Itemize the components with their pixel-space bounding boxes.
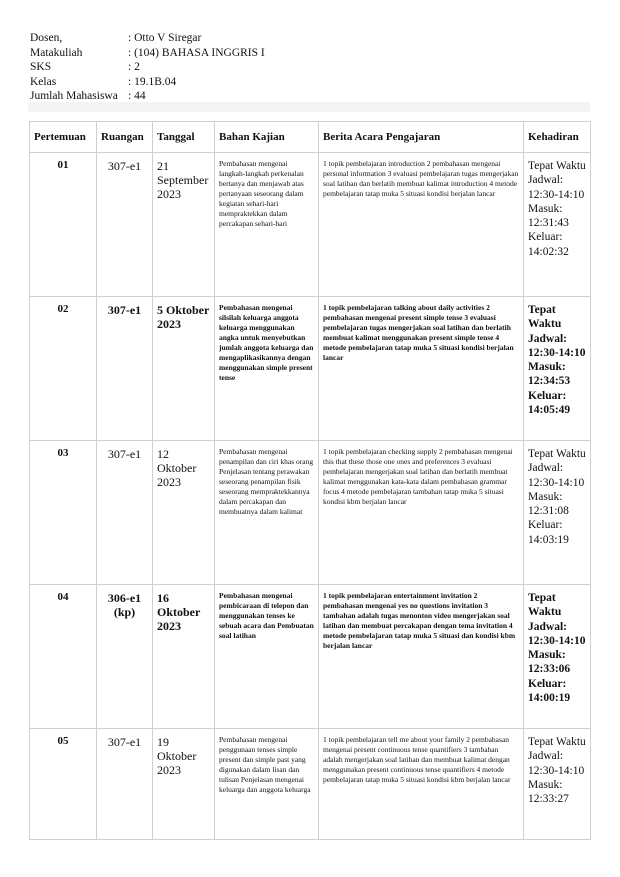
cell-pertemuan: 02 bbox=[30, 297, 97, 441]
col-header-pertemuan: Pertemuan bbox=[30, 122, 97, 153]
separator-band bbox=[28, 102, 590, 112]
cell-bahan-kajian: Pembahasan mengenai langkah-langkah perkenalan bertanya dan menjawab atas pertanyaan seseorang dalam kegiatan sehari-hari mempraktekkan dalam percakapan sehari-hari bbox=[215, 153, 319, 297]
table-row bbox=[30, 729, 591, 840]
jumlah-label: Jumlah Mahasiswa bbox=[30, 90, 118, 102]
cell-berita-acara: 1 topik pembelajaran entertainment invitation 2 pembahasan mengenai yes no questions invitation 3 tambahan adalah tugas menonton video mengerjakan soal latihan dan membuat percakapan dengan tema invitation 4 metode pembelajaran tatap muka 5 situasi dan kondisi kbm berjalan lancar bbox=[319, 585, 524, 729]
cell-berita-acara: 1 topik pembelajaran talking about daily activities 2 pembahasan mengenai present simple tense 3 evaluasi pembelajaran tugas mengerjakan soal latihan dan berlatih membuat kalimat menggunakan present simple tense 4 metode pembelajaran tatap muka 5 situasi kondisi berjalan lancar bbox=[319, 297, 524, 441]
cell-bahan-kajian: Pembahasan mengenai pembicaraan di telepon dan menggunakan tenses ke sebuah acara dan Pembuatan soal latihan bbox=[215, 585, 319, 729]
cell-tanggal: 5 Oktober 2023 bbox=[153, 297, 215, 441]
attendance-table bbox=[29, 121, 591, 840]
cell-tanggal: 16 Oktober 2023 bbox=[153, 585, 215, 729]
kelas-value: : 19.1B.04 bbox=[128, 75, 177, 88]
table-header-row bbox=[30, 122, 591, 153]
cell-berita-acara: 1 topik pembelajaran checking supply 2 pembahasan mengenai this that these those one ones and preferences 3 evaluasi pembelajaran mengerjakan soal latihan dan berlatih membuat kalimat menggunakan kata-kata dalam pembahasan grammar focus 4 metode pembelajaran tambahan tatap muka 5 situasi kondisi kbm berjalan lancar bbox=[319, 441, 524, 585]
table-row bbox=[30, 297, 591, 441]
cell-ruangan: 307-e1 bbox=[97, 441, 153, 585]
cell-ruangan: 307-e1 bbox=[97, 729, 153, 840]
info-row-sks bbox=[30, 60, 265, 75]
col-header-ruangan: Ruangan bbox=[97, 122, 153, 153]
dosen-value: : Otto V Siregar bbox=[128, 32, 202, 44]
col-header-tanggal: Tanggal bbox=[153, 122, 215, 153]
sks-label: SKS bbox=[30, 61, 52, 73]
cell-ruangan: 307-e1 bbox=[97, 153, 153, 297]
table-row bbox=[30, 441, 591, 585]
cell-kehadiran: Tepat Waktu Jadwal: 12:30-14:10 Masuk: 12:33:27 bbox=[524, 729, 591, 840]
jumlah-value: : 44 bbox=[128, 90, 146, 102]
col-header-berita-acara: Berita Acara Pengajaran bbox=[319, 122, 524, 153]
matakuliah-value: : (104) BAHASA INGGRIS I bbox=[128, 46, 265, 59]
dosen-label: Dosen, bbox=[30, 32, 63, 44]
info-row-dosen bbox=[30, 31, 265, 46]
matakuliah-label: Matakuliah bbox=[30, 46, 83, 59]
sks-value: : 2 bbox=[128, 61, 140, 73]
kelas-label: Kelas bbox=[30, 75, 57, 88]
cell-tanggal: 12 Oktober 2023 bbox=[153, 441, 215, 585]
cell-pertemuan: 03 bbox=[30, 441, 97, 585]
cell-pertemuan: 05 bbox=[30, 729, 97, 840]
cell-kehadiran: Tepat Waktu Jadwal: 12:30-14:10 Masuk: 12:34:53 Keluar: 14:05:49 bbox=[524, 297, 591, 441]
info-row-matakuliah bbox=[30, 46, 265, 61]
course-info bbox=[30, 31, 265, 104]
cell-tanggal: 21 September 2023 bbox=[153, 153, 215, 297]
cell-bahan-kajian: Pembahasan mengenai penampilan dan ciri khas orang Penjelasan tentang perawakan seseorang penampilan fisik seseorang mempraktekkannya dalam percakapan dan membuatnya dalam kalimat bbox=[215, 441, 319, 585]
cell-pertemuan: 04 bbox=[30, 585, 97, 729]
cell-kehadiran: Tepat Waktu Jadwal: 12:30-14:10 Masuk: 12:33:06 Keluar: 14:00:19 bbox=[524, 585, 591, 729]
table-row bbox=[30, 585, 591, 729]
cell-ruangan: 307-e1 bbox=[97, 297, 153, 441]
cell-ruangan: 306-e1 (kp) bbox=[97, 585, 153, 729]
cell-berita-acara: 1 topik pembelajaran tell me about your family 2 pembahasan mengenai present continuous tense quantifiers 3 tambahan adalah mengerjakan soal latihan dan membuat kalimat dengan menggunakan present continuous tense quantifiers 4 metode pembelajaran tatap muka 5 situasi kondisi kbm berjalan lancar bbox=[319, 729, 524, 840]
info-row-kelas bbox=[30, 75, 265, 90]
table-row bbox=[30, 153, 591, 297]
cell-bahan-kajian: Pembahasan mengenai silsilah keluarga anggota keluarga menggunakan angka untuk menyebutkan jumlah anggota keluarga dan mengaplikasikannya dengan menggunakan simple present tense bbox=[215, 297, 319, 441]
cell-kehadiran: Tepat Waktu Jadwal: 12:30-14:10 Masuk: 12:31:08 Keluar: 14:03:19 bbox=[524, 441, 591, 585]
col-header-bahan-kajian: Bahan Kajian bbox=[215, 122, 319, 153]
cell-berita-acara: 1 topik pembelajaran introduction 2 pembahasan mengenai personal information 3 evaluasi pembelajaran tugas mengerjakan soal latihan dan berlatih membuat kalimat introduction 4 metode pembelajaran tatap muka 5 situasi kondisi berjalan lancar bbox=[319, 153, 524, 297]
cell-pertemuan: 01 bbox=[30, 153, 97, 297]
cell-bahan-kajian: Pembahasan mengenai penggunaan tenses simple present dan simple past yang digunakan dalam lisan dan tulisan Penjelasan mengenai keluarga dan anggota keluarga bbox=[215, 729, 319, 840]
col-header-kehadiran: Kehadiran bbox=[524, 122, 591, 153]
cell-tanggal: 19 Oktober 2023 bbox=[153, 729, 215, 840]
cell-kehadiran: Tepat Waktu Jadwal: 12:30-14:10 Masuk: 12:31:43 Keluar: 14:02:32 bbox=[524, 153, 591, 297]
